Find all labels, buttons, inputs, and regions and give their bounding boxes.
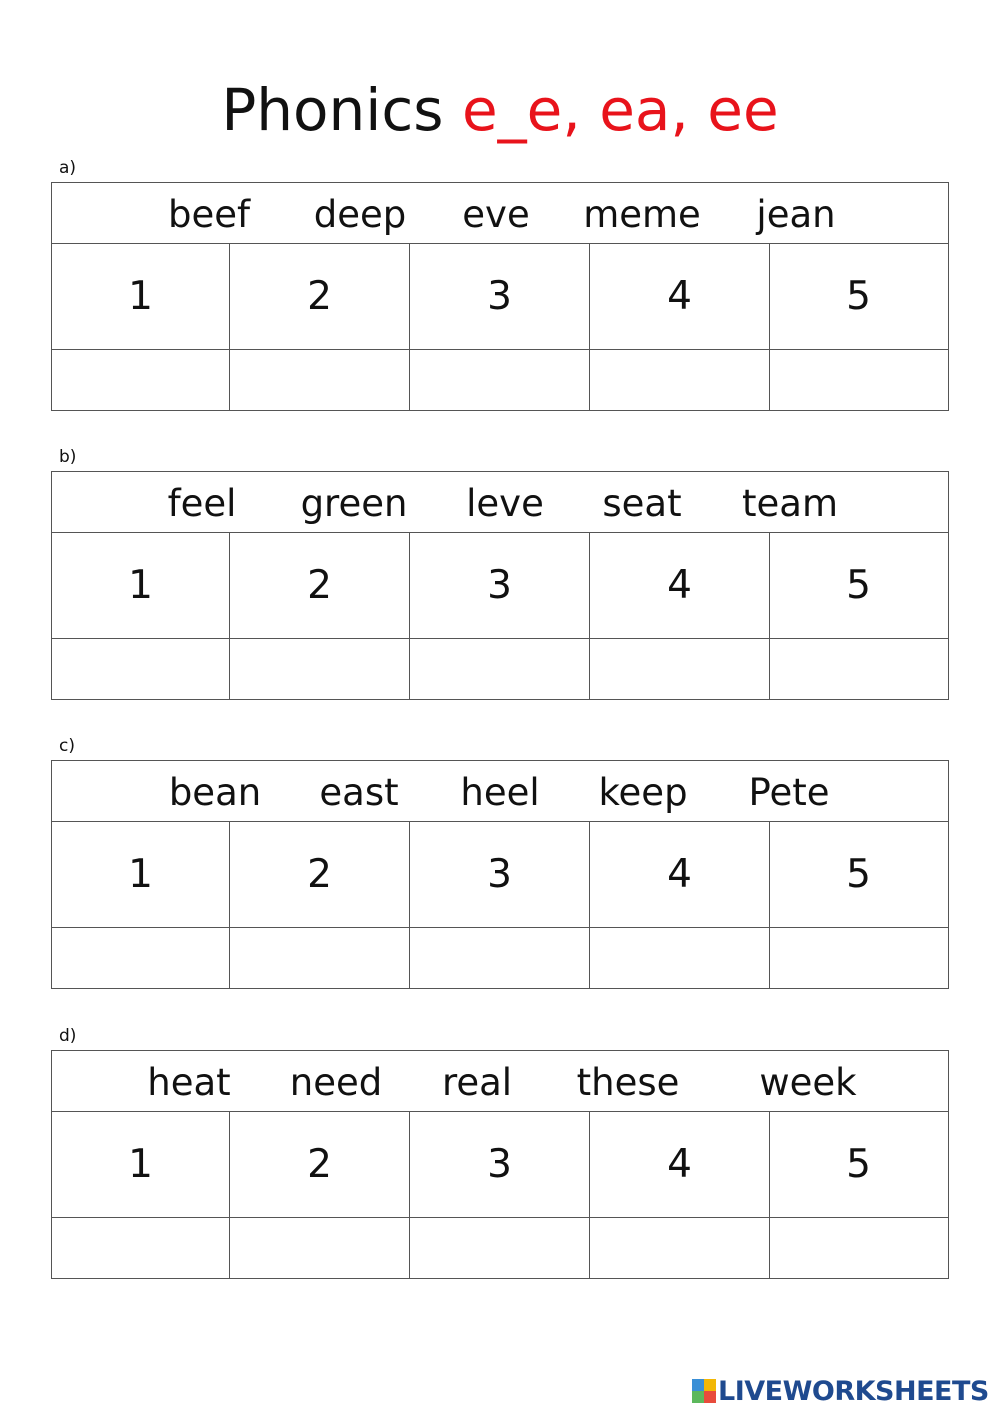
word-bank-word: need bbox=[289, 1061, 383, 1104]
word-bank-word: feel bbox=[167, 482, 237, 525]
word-bank-word: real bbox=[441, 1061, 513, 1104]
picture-number: 1 bbox=[52, 822, 230, 927]
word-bank-word: these bbox=[576, 1061, 680, 1104]
answer-box[interactable] bbox=[590, 1218, 770, 1278]
word-bank-word: seat bbox=[602, 482, 682, 525]
answer-box[interactable] bbox=[52, 1218, 230, 1278]
picture-number: 2 bbox=[230, 533, 410, 638]
section-label: b) bbox=[59, 447, 77, 467]
title-prefix: Phonics bbox=[221, 76, 462, 144]
number-row bbox=[52, 1112, 948, 1218]
exercise-table bbox=[51, 760, 949, 989]
picture-number: 4 bbox=[590, 244, 770, 349]
picture-number: 3 bbox=[410, 1112, 590, 1217]
answer-box[interactable] bbox=[52, 639, 230, 699]
word-bank bbox=[52, 183, 948, 244]
word-bank-word: bean bbox=[168, 771, 262, 814]
picture-number: 3 bbox=[410, 533, 590, 638]
word-bank-word: deep bbox=[313, 193, 407, 236]
exercise-table bbox=[51, 182, 949, 411]
answer-box[interactable] bbox=[230, 350, 410, 410]
brand-wordmark: LIVEWORKSHEETS bbox=[718, 1375, 989, 1407]
answer-box[interactable] bbox=[230, 928, 410, 988]
word-bank-word: east bbox=[319, 771, 399, 814]
picture-number: 5 bbox=[846, 852, 871, 897]
logo-square-yellow bbox=[704, 1379, 716, 1391]
answer-row bbox=[52, 1218, 948, 1278]
word-bank bbox=[52, 472, 948, 533]
number-row bbox=[52, 533, 948, 639]
picture-number: 3 bbox=[410, 244, 590, 349]
logo-square-red bbox=[704, 1391, 716, 1403]
picture-number: 4 bbox=[590, 1112, 770, 1217]
answer-row bbox=[52, 928, 948, 988]
liveworksheets-footer bbox=[692, 1376, 989, 1406]
answer-row bbox=[52, 639, 948, 699]
answer-box[interactable] bbox=[590, 928, 770, 988]
word-bank-word: heel bbox=[460, 771, 540, 814]
picture-number: 1 bbox=[52, 533, 230, 638]
word-bank-word: green bbox=[300, 482, 408, 525]
title-highlight: e_e, ea, ee bbox=[461, 76, 779, 144]
word-bank bbox=[52, 761, 948, 822]
word-bank-word: leve bbox=[466, 482, 544, 525]
picture-number: 1 bbox=[52, 1112, 230, 1217]
answer-box[interactable] bbox=[770, 639, 947, 699]
word-bank-word: Pete bbox=[748, 771, 830, 814]
number-row bbox=[52, 244, 948, 350]
word-bank-word: eve bbox=[462, 193, 530, 236]
answer-box[interactable] bbox=[410, 1218, 590, 1278]
answer-box[interactable] bbox=[410, 639, 590, 699]
picture-number: 2 bbox=[230, 1112, 410, 1217]
picture-number: 4 bbox=[590, 533, 770, 638]
word-bank-word: keep bbox=[598, 771, 688, 814]
logo-square-blue bbox=[692, 1379, 704, 1391]
section-label: c) bbox=[59, 736, 75, 756]
answer-row bbox=[52, 350, 948, 410]
picture-number: 1 bbox=[52, 244, 230, 349]
section-label: a) bbox=[59, 158, 77, 178]
exercise-table bbox=[51, 1050, 949, 1279]
answer-box[interactable] bbox=[590, 350, 770, 410]
exercise-table bbox=[51, 471, 949, 700]
answer-box[interactable] bbox=[410, 928, 590, 988]
answer-box[interactable] bbox=[410, 350, 590, 410]
word-bank-word: heat bbox=[147, 1061, 231, 1104]
page-title bbox=[0, 70, 1000, 150]
section-label: d) bbox=[59, 1026, 77, 1046]
number-row bbox=[52, 822, 948, 928]
picture-number: 3 bbox=[410, 822, 590, 927]
word-bank bbox=[52, 1051, 948, 1112]
picture-number: 5 bbox=[846, 1142, 871, 1187]
answer-box[interactable] bbox=[770, 928, 947, 988]
picture-number: 4 bbox=[590, 822, 770, 927]
answer-box[interactable] bbox=[230, 1218, 410, 1278]
picture-number: 2 bbox=[230, 244, 410, 349]
word-bank-word: jean bbox=[756, 193, 836, 236]
liveworksheets-logo-icon bbox=[692, 1379, 716, 1403]
word-bank-word: week bbox=[759, 1061, 857, 1104]
word-bank-word: team bbox=[742, 482, 838, 525]
word-bank-word: meme bbox=[583, 193, 701, 236]
picture-number: 5 bbox=[846, 274, 871, 319]
answer-box[interactable] bbox=[770, 350, 947, 410]
picture-number: 5 bbox=[846, 563, 871, 608]
answer-box[interactable] bbox=[590, 639, 770, 699]
answer-box[interactable] bbox=[52, 928, 230, 988]
picture-number: 2 bbox=[230, 822, 410, 927]
answer-box[interactable] bbox=[52, 350, 230, 410]
word-bank-word: beef bbox=[167, 193, 251, 236]
answer-box[interactable] bbox=[230, 639, 410, 699]
answer-box[interactable] bbox=[770, 1218, 947, 1278]
logo-square-green bbox=[692, 1391, 704, 1403]
